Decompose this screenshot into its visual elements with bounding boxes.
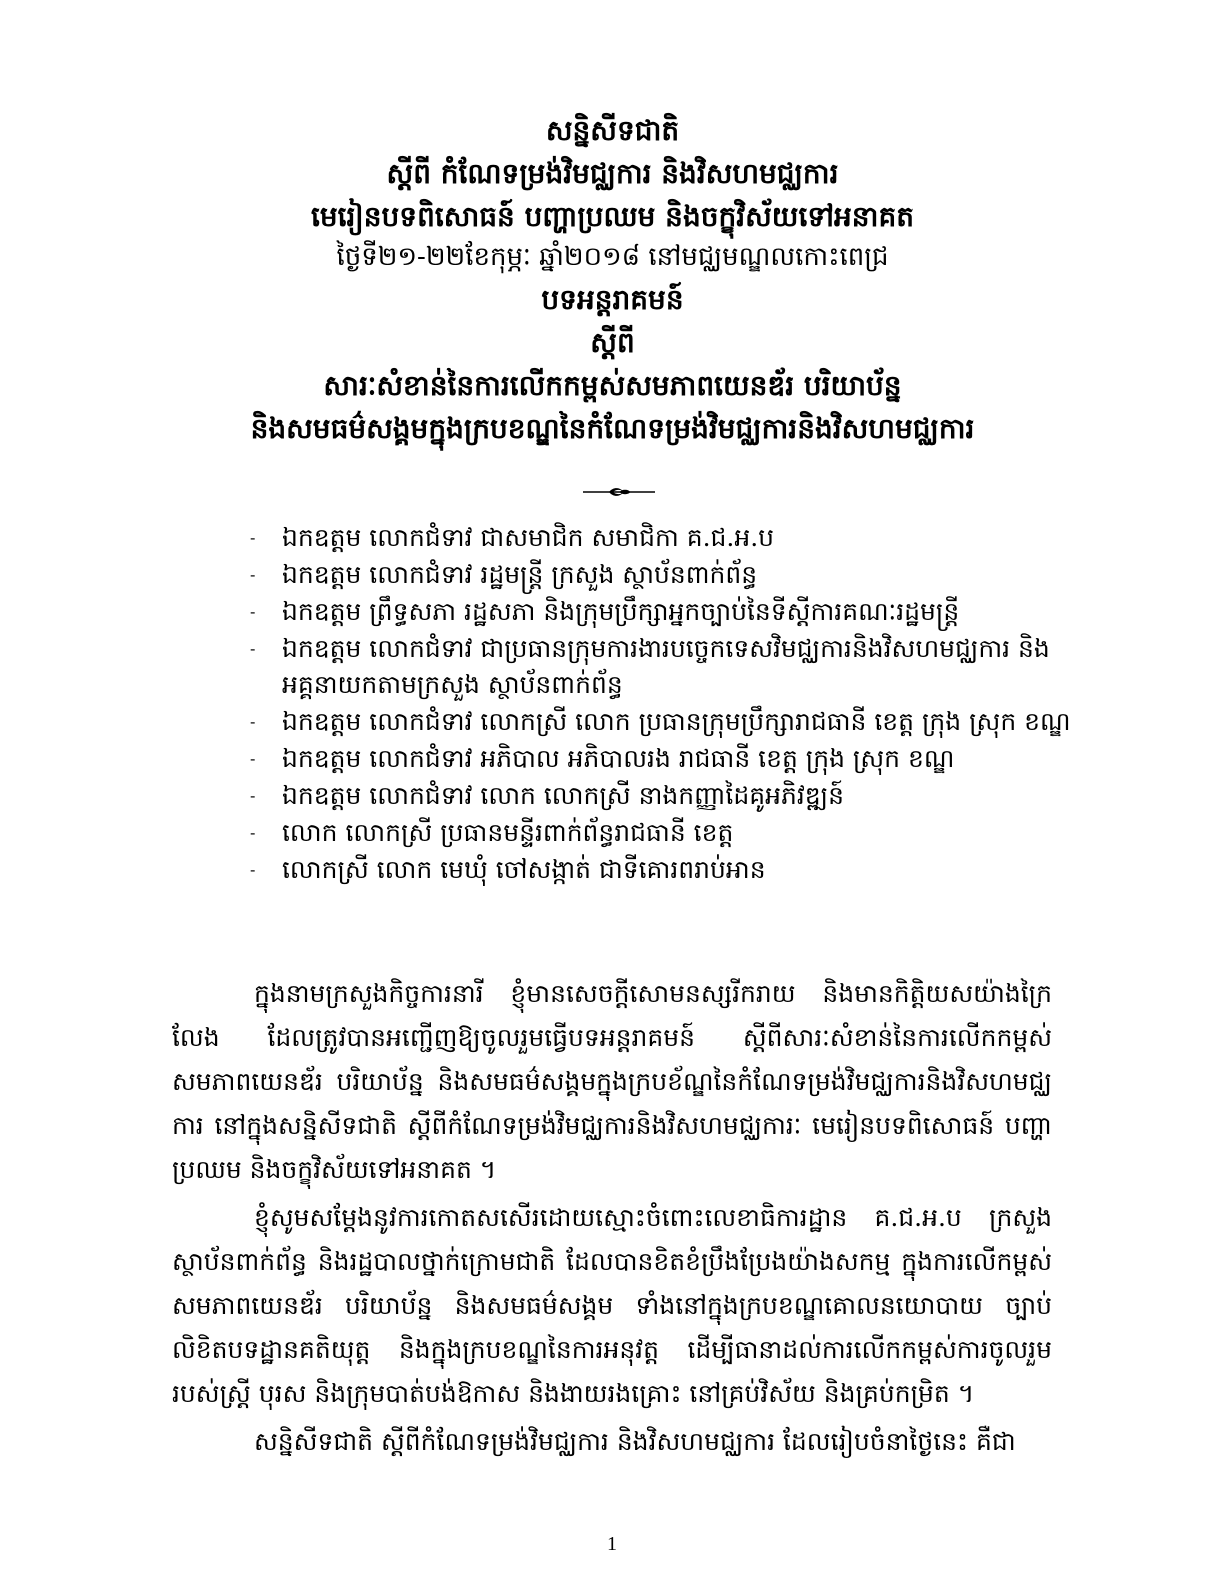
salutation-item	[250, 520, 1080, 556]
salutation-text: លោក លោកស្រី ប្រធានមន្ទីរពាក់ព័ន្ធរាជធានី ខេត្ត	[282, 818, 734, 847]
salutation-item	[250, 594, 1080, 630]
salutation-item	[250, 815, 1080, 851]
list-marker: -	[250, 528, 256, 547]
speech-subject-line-1: សារៈសំខាន់នៃការលើកកម្ពស់សមភាពយេនឌ័រ បរិយាប័ន្ន	[323, 369, 902, 403]
list-marker: -	[250, 786, 256, 805]
document-header	[160, 112, 1065, 453]
salutation-item	[250, 704, 1080, 740]
salutation-list	[250, 520, 1080, 889]
conference-title: សន្និសីទជាតិ	[545, 114, 680, 147]
salutation-item	[250, 778, 1080, 814]
salutation-text: ឯកឧត្តម លោកជំទាវ ជាសមាជិក សមាជិកា គ.ជ.អ.ប	[282, 523, 775, 552]
salutation-text: ឯកឧត្តម ព្រឹទ្ធសភា រដ្ឋសភា និងក្រុមប្រឹក្សាអ្នកច្បាប់នៃទីស្តីការគណៈរដ្ឋមន្ត្រី	[282, 597, 960, 626]
speech-body	[172, 972, 1052, 1468]
body-paragraph: សន្និសីទជាតិ ស្តីពីកំណែទម្រង់វិមជ្ឈការ និងវិសហមជ្ឈការ ដែលរៀបចំនាថ្ងៃនេះ គឺជា	[254, 1427, 1016, 1456]
document-type: បទអន្តរាគមន៍	[541, 283, 684, 317]
date-venue-line: ថ្ងៃទី២១-២២ខែកុម្ភៈ ឆ្នាំ២០១៨ នៅមជ្ឈមណ្ឌលកោះពេជ្រ	[336, 242, 889, 273]
body-paragraph: ខ្ញុំសូមសម្តែងនូវការកោតសសើរដោយស្មោះចំពោះលេខាធិការដ្ឋាន គ.ជ.អ.ប ក្រសួង ស្ថាប័នពាក់ព័ន្ធ និងរដ្ឋបាលថ្នាក់ក្រោមជាតិ ដែលបានខិតខំប្រឹងប្រែងយ៉ាងសកម្ម ក្នុងការលើកម្ពស់សមភាពយេនឌ័រ បរិយាប័ន្ន និងសមធម៌សង្គម ទាំងនៅក្នុងក្របខណ្ឌគោលនយោបាយ ច្បាប់ លិខិតបទដ្ឋានគតិយុត្ត និងក្នុងក្របខណ្ឌនៃការអនុវត្ត ដើម្បីធានាដល់ការលើកកម្ពស់ការចូលរួមរបស់ស្ត្រី បុរស និងក្រុមបាត់បង់ឱកាស និងងាយរងគ្រោះ នៅគ្រប់វិស័យ និងគ្រប់កម្រិត ។	[172, 1203, 1052, 1408]
salutation-item	[250, 741, 1080, 777]
list-marker: -	[250, 712, 256, 731]
list-marker: -	[250, 565, 256, 584]
salutation-text: ឯកឧត្តម លោកជំទាវ ជាប្រធានក្រុមការងារបច្ចេកទេសវិមជ្ឈការនិងវិសហមជ្ឈការ និងអគ្គនាយកតាមក្រសួង ស្ថាប័នពាក់ព័ន្ធ	[282, 634, 1050, 699]
salutation-text: ឯកឧត្តម លោកជំទាវ អភិបាល អភិបាលរង រាជធានី ខេត្ត ក្រុង ស្រុក ខណ្ឌ	[282, 744, 955, 773]
body-paragraph: ក្នុងនាមក្រសួងកិច្ចការនារី ខ្ញុំមានសេចក្តីសោមនស្សរីករាយ និងមានកិត្តិយសយ៉ាងក្រៃលែង ដែលត្រូវបានអញ្ជើញឱ្យចូលរួមធ្វើបទអន្តរាគមន៍ ស្តីពីសារៈសំខាន់នៃការលើកកម្ពស់សមភាពយេនឌ័រ បរិយាប័ន្ន និងសមធម៌សង្គមក្នុងក្របខ័ណ្ឌនៃកំណែទម្រង់វិមជ្ឈការនិងវិសហមជ្ឈការ នៅក្នុងសន្និសីទជាតិ ស្តីពីកំណែទម្រង់វិមជ្ឈការនិងវិសហមជ្ឈការៈ មេរៀនបទពិសោធន៍ បញ្ហាប្រឈម និងចក្ខុវិស័យទៅអនាគត ។	[172, 979, 1052, 1184]
page-number: 1	[607, 1533, 617, 1555]
list-marker: -	[250, 860, 256, 879]
salutation-item	[250, 631, 1080, 703]
salutation-item	[250, 557, 1080, 593]
list-marker: -	[250, 749, 256, 768]
salutation-text: ឯកឧត្តម លោកជំទាវ លោកស្រី លោក ប្រធានក្រុមប្រឹក្សារាជធានី ខេត្ត ក្រុង ស្រុក ខណ្ឌ	[282, 707, 1071, 736]
list-marker: -	[250, 823, 256, 842]
about-label: ស្តីពី	[590, 326, 635, 360]
salutation-text: ឯកឧត្តម លោកជំទាវ លោក លោកស្រី នាងកញ្ញាដៃគូអភិវឌ្ឍន៍	[282, 781, 844, 810]
conference-topic: ស្តីពី កំណែទម្រង់វិមជ្ឈការ និងវិសហមជ្ឈការ	[386, 156, 839, 190]
list-marker: -	[250, 639, 256, 658]
salutation-item	[250, 852, 1080, 888]
salutation-text: លោកស្រី លោក មេឃុំ ចៅសង្កាត់ ជាទីគោរពរាប់អាន	[282, 855, 766, 884]
salutation-text: ឯកឧត្តម លោកជំទាវ រដ្ឋមន្ត្រី ក្រសួង ស្ថាប័នពាក់ព័ន្ធ	[282, 560, 758, 589]
speech-subject-line-2: និងសមធម៌សង្គមក្នុងក្របខណ្ឌនៃកំណែទម្រង់វិមជ្ឈការនិងវិសហមជ្ឈការ	[250, 411, 975, 445]
list-marker: -	[250, 602, 256, 621]
ornament-divider-icon	[583, 485, 655, 499]
conference-subtitle: មេរៀនបទពិសោធន៍ បញ្ហាប្រឈម និងចក្ខុវិស័យទៅអនាគត	[310, 199, 914, 233]
